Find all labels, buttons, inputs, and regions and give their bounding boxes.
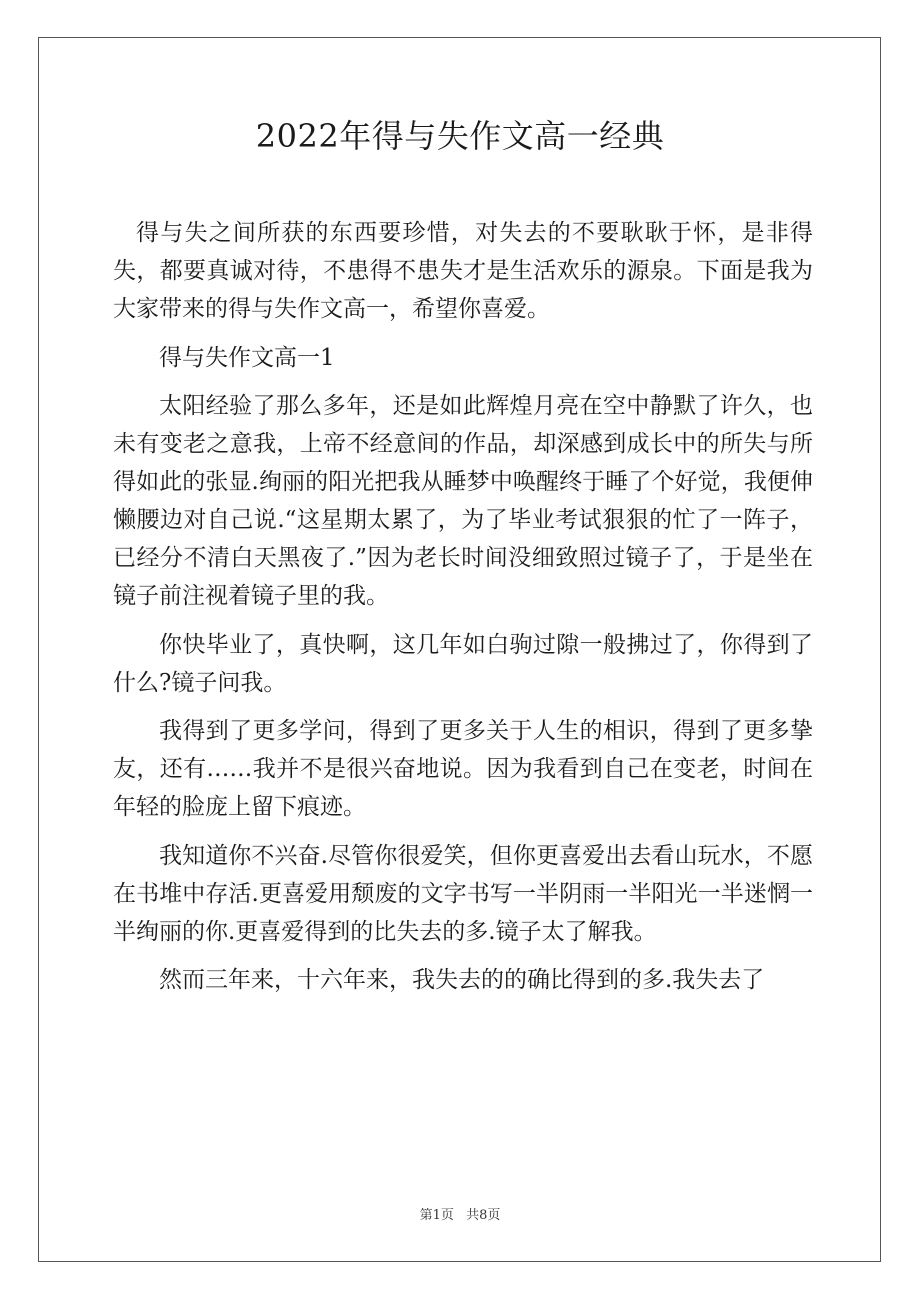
body-paragraph: 太阳经验了那么多年，还是如此辉煌月亮在空中静默了许久，也未有变老之意我，上帝不经意间的作品，却深感到成长中的所失与所得如此的张显.绚丽的阳光把我从睡梦中唤醒终于睡了个好觉，我便伸懒腰边对自己说.“这星期太累了，为了毕业考试狠狠的忙了一阵子，已经分不清白天黑夜了.”因为老长时间没细致照过镜子了，于是坐在镜子前注视着镜子里的我。: [113, 393, 813, 609]
body-paragraph: 我得到了更多学问，得到了更多关于人生的相识，得到了更多挚友，还有……我并不是很兴奋地说。因为我看到自己在变老，时间在年轻的脸庞上留下痕迹。: [113, 718, 813, 820]
intro-paragraph: 得与失之间所获的东西要珍惜，对失去的不要耿耿于怀，是非得失，都要真诚对待，不患得不患失才是生活欢乐的源泉。下面是我为大家带来的得与失作文高一，希望你喜爱。: [113, 220, 813, 322]
page-footer: [0, 1206, 920, 1226]
body-paragraph: 你快毕业了，真快啊，这几年如白驹过隙一般拂过了，你得到了什么?镜子问我。: [113, 631, 813, 696]
page-number: 第1页: [419, 1208, 454, 1223]
section-heading: 得与失作文高一1: [159, 344, 335, 371]
body-paragraph: 然而三年来，十六年来，我失去的的确比得到的多.我失去了: [159, 967, 765, 993]
page-total: 共8页: [466, 1208, 501, 1223]
body-paragraph: 我知道你不兴奋.尽管你很爱笑，但你更喜爱出去看山玩水，不愿在书堆中存活.更喜爱用颓废的文字书写一半阴雨一半阳光一半迷惘一半绚丽的你.更喜爱得到的比失去的多.镜子太了解我。: [113, 842, 813, 945]
document-body: [113, 214, 813, 1010]
document-title: 2022年得与失作文高一经典: [255, 117, 665, 155]
